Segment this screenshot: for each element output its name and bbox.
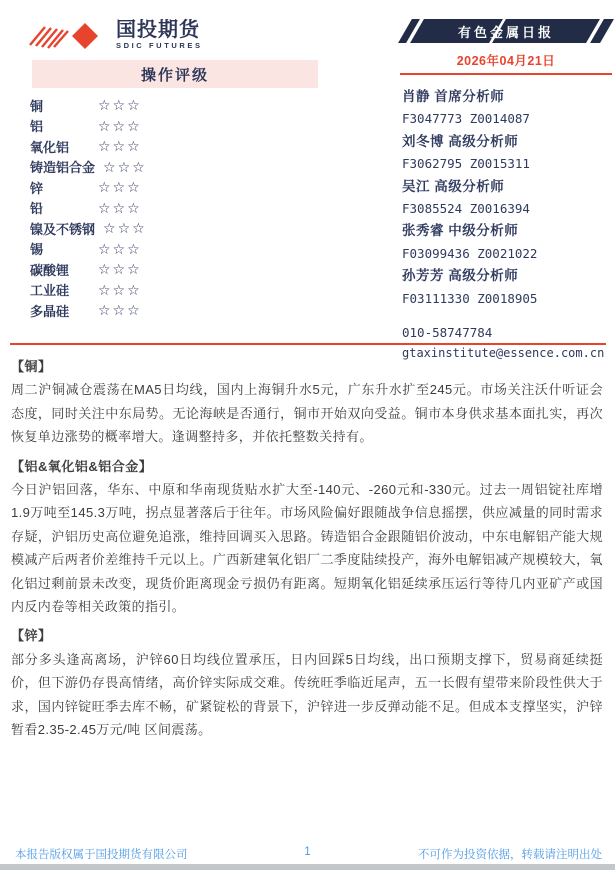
analyst-name: 吴江 高级分析师 xyxy=(402,178,505,194)
analyst-block xyxy=(402,131,612,176)
rating-stars: ☆☆☆ xyxy=(98,199,142,216)
analyst-name: 孙芳芳 高级分析师 xyxy=(402,268,519,284)
contact-phone: 010-58747784 xyxy=(402,325,493,341)
rating-stars: ☆☆☆ xyxy=(103,220,147,237)
analyst-block xyxy=(402,265,612,310)
analyst-block xyxy=(402,176,612,221)
analyst-block xyxy=(402,86,612,131)
contact-email-link[interactable]: gtaxinstitute@essence.com.cn xyxy=(402,346,605,361)
analyst-codes: F3085524 Z0016394 xyxy=(402,201,530,217)
section-heading: 【铜】 xyxy=(11,359,52,374)
rating-stars: ☆☆☆ xyxy=(98,240,142,257)
rating-row-polysilicon xyxy=(30,300,330,321)
rating-label: 碳酸锂 xyxy=(30,262,70,278)
report-date: 2026年04月21日 xyxy=(400,51,612,75)
rating-label: 铝 xyxy=(30,119,44,135)
rating-label: 工业硅 xyxy=(30,283,70,299)
rating-row-lead xyxy=(30,198,330,219)
footer-disclaimer: 不可作为投资依据，转载请注明出处 xyxy=(418,849,602,861)
rating-label: 多晶硅 xyxy=(30,303,70,319)
rating-stars: ☆☆☆ xyxy=(98,281,142,298)
rating-row-tin xyxy=(30,239,330,260)
report-title-banner xyxy=(400,19,612,43)
header-divider-line xyxy=(10,343,606,345)
window-bottom-edge xyxy=(0,864,615,870)
report-header xyxy=(400,19,612,75)
analyst-block xyxy=(402,220,612,265)
report-body xyxy=(11,355,603,748)
analyst-name: 肖静 首席分析师 xyxy=(402,89,505,104)
rating-row-cast-aluminum-alloy xyxy=(30,157,330,178)
rating-row-copper xyxy=(30,95,330,116)
logo-diamond-icon xyxy=(28,20,110,50)
rating-row-nickel-stainless xyxy=(30,218,330,239)
ratings-list xyxy=(30,95,330,321)
section-aluminum-alumina-alloy xyxy=(11,455,603,619)
rating-stars: ☆☆☆ xyxy=(98,261,142,278)
rating-label: 锌 xyxy=(30,180,44,196)
company-logo xyxy=(28,20,203,50)
rating-row-zinc xyxy=(30,177,330,198)
rating-label: 锡 xyxy=(30,242,44,258)
analyst-codes: F3047773 Z0014087 xyxy=(402,111,530,127)
section-zinc xyxy=(11,624,603,741)
analyst-codes: F3062795 Z0015311 xyxy=(402,156,530,172)
rating-label: 镍及不锈钢 xyxy=(30,221,96,237)
rating-stars: ☆☆☆ xyxy=(98,138,142,155)
rating-stars: ☆☆☆ xyxy=(98,117,142,134)
rating-stars: ☆☆☆ xyxy=(98,97,142,114)
rating-row-lithium-carbonate xyxy=(30,259,330,280)
rating-stars: ☆☆☆ xyxy=(103,158,147,175)
section-paragraph: 周二沪铜减仓震荡在MA5日均线，国内上海铜升水5元，广东升水扩至245元。市场关注沃什听证会态度，同时关注中东局势。无论海峡是否通行，铜市开始双向受益。铜市本身供求基本面扎实，再次恢复单边涨势的概率增大。逢调整持多，并依托整数关持有。 xyxy=(11,382,603,445)
rating-label: 氧化铝 xyxy=(30,139,70,155)
logo-en-name: SDIC FUTURES xyxy=(116,41,203,51)
analysts-panel xyxy=(402,86,612,363)
analyst-codes: F03099436 Z0021022 xyxy=(402,245,538,261)
rating-label: 铸造铝合金 xyxy=(30,160,96,176)
analyst-name: 张秀睿 中级分析师 xyxy=(402,223,519,239)
analyst-codes: F03111330 Z0018905 xyxy=(402,290,538,306)
rating-row-alumina xyxy=(30,136,330,157)
footer-page-number: 1 xyxy=(304,846,311,858)
section-paragraph: 部分多头逢高离场，沪锌60日均线位置承压，日内回踩5日均线，出口预期支撑下，贸易商延续挺价，但下游仍存畏高情绪，高价锌实际成交难。传统旺季临近尾声，五一长假有望带来阶段性供大于求，国内锌锭旺季去库不畅，矿紧锭松的背景下，沪锌进一步反弹动能不足。但成本支撑坚实，沪锌暂看2.35-2.45万元/吨 区间震荡。 xyxy=(11,651,603,738)
ratings-title: 操作评级 xyxy=(32,60,318,88)
section-copper xyxy=(11,355,603,449)
section-paragraph: 今日沪铝回落，华东、中原和华南现货贴水扩大至-140元、-260元和-330元。过去一周铝锭社库增1.9万吨至145.3万吨，拐点显著落后于往年。市场风险偏好跟随战争信息摇摆，供应减量的同时需求存疑，沪铝历史高位避免追涨，维持回调买入思路。铸造铝合金跟随铝价波动，中东电解铝产能大规模减产后两者价差维持千元以上。广西新建氧化铝厂二季度陆续投产，海外电解铝减产规模较大，氧化铝过剩前景未改变，现货价距离现金亏损仍有距离。短期氧化铝延续承压运行等待几内亚矿产或国内反内卷等相关政策的指引。 xyxy=(11,482,603,615)
rating-stars: ☆☆☆ xyxy=(98,302,142,319)
page-footer xyxy=(0,846,615,862)
rating-label: 铜 xyxy=(30,98,44,114)
footer-copyright: 本报告版权属于国投期货有限公司 xyxy=(15,849,188,861)
logo-text xyxy=(116,20,203,50)
rating-row-aluminum xyxy=(30,116,330,137)
section-heading: 【锌】 xyxy=(11,628,52,644)
logo-cn-name: 国投期货 xyxy=(116,19,200,42)
analyst-name: 刘冬博 高级分析师 xyxy=(402,133,519,149)
section-heading: 【铝&氧化铝&铝合金】 xyxy=(11,458,153,474)
report-title: 有色金属日报 xyxy=(457,24,554,40)
rating-row-industrial-silicon xyxy=(30,280,330,301)
rating-label: 铅 xyxy=(30,201,44,217)
rating-stars: ☆☆☆ xyxy=(98,179,142,196)
